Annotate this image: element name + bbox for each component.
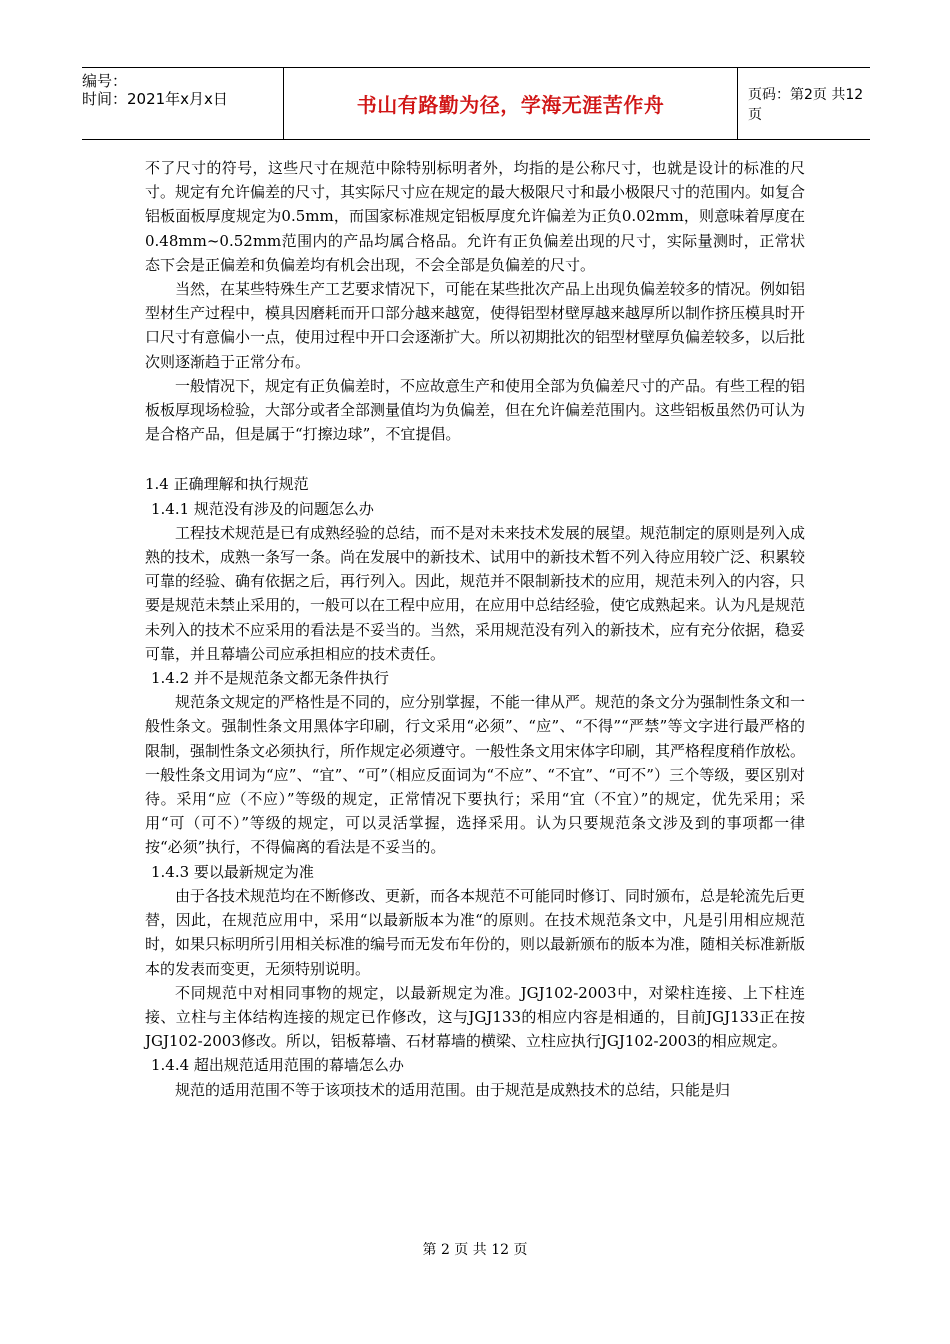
subsection-heading: 1.4.4 超出规范适用范围的幕墙怎么办 xyxy=(151,1056,404,1075)
header-motto: 书山有路勤为径，学海无涯苦作舟 xyxy=(356,93,665,117)
body-paragraph: 一般情况下，规定有正负偏差时，不应故意生产和使用全部为负偏差尺寸的产品。有些工程的铝板板厚现场检验，大部分或者全部测量值均为负偏差，但在允许偏差范围内。这些铝板虽然仍可认为是合格产品，但是属于“打擦边球”，不宜提倡。 xyxy=(145,376,806,444)
body-paragraph: 不了尺寸的符号，这些尺寸在规范中除特别标明者外，均指的是公称尺寸，也就是设计的标准的尺寸。规定有允许偏差的尺寸，其实际尺寸应在规定的最大极限尺寸和最小极限尺寸的范围内。如复合铝板面板厚度规定为0.5mm，而国家标准规定铝板厚度允许偏差为正负0.02mm，则意味着厚度在0.48mm~0.52mm范围内的产品均属合格品。允许有正负偏差出现的尺寸，实际量测时，正常状态下会是正偏差和负偏差均有机会出现，不会全部是负偏差的尺寸。 xyxy=(145,159,806,274)
header-page-info: 页码：第2页 共12页 xyxy=(748,86,864,123)
body-paragraph: 不同规范中对相同事物的规定，以最新规定为准。JGJ102-2003中，对梁柱连接、上下柱连接、立柱与主体结构连接的规定已作修改，这与JGJ133的相应内容是相通的，目前JGJ133正在按JGJ102-2003修改。所以，铝板幕墙、石材幕墙的横梁、立柱应执行JGJ102-2003的相应规定。 xyxy=(145,983,805,1051)
body-paragraph: 由于各技术规范均在不断修改、更新，而各本规范不可能同时修订、同时颁布，总是轮流先后更替，因此，在规范应用中，采用“以最新版本为准“的原则。在技术规范条文中，凡是引用相应规范时，如果只标明所引用相关标准的编号而无发布年份的，则以最新颁布的版本为准，随相关标准新版本的发表而变更，无须特别说明。 xyxy=(145,886,806,978)
body-paragraph: 工程技术规范是已有成熟经验的总结，而不是对未来技术发展的展望。规范制定的原则是列入成熟的技术，成熟一条写一条。尚在发展中的新技术、试用中的新技术暂不列入待应用较广泛、积累较可靠的经验、确有依据之后，再行列入。因此，规范并不限制新技术的应用，规范未列入的内容，只要是规范未禁止采用的，一般可以在工程中应用，在应用中总结经验，使它成熟起来。认为凡是规范未列入的技术不应采用的看法是不妥当的。当然，采用规范没有列入的新技术，应有充分依据，稳妥可靠，并且幕墙公司应承担相应的技术责任。 xyxy=(145,523,806,663)
header-meta xyxy=(82,68,283,139)
body-paragraph: 规范条文规定的严格性是不同的，应分别掌握，不能一律从严。规范的条文分为强制性条文和一般性条文。强制性条文用黑体字印刷，行文采用“必须”、“应”、“不得”“严禁”等文字进行最严格的限制，强制性条文必须执行，所作规定必须遵守。一般性条文用宋体字印刷，其严格程度稍作放松。一般性条文用词为“应”、“宜”、“可”（相应反面词为“不应”、“不宜”、“可不”）三个等级，要区别对待。采用“应（不应）”等级的规定，正常情况下要执行；采用“宜（不宜）”的规定，优先采用；采用“可（可不）”等级的规定，可以灵活掌握，选择采用。认为只要规范条文涉及到的事项都一律按“必须”执行，不得偏离的看法是不妥当的。 xyxy=(145,693,806,857)
body-paragraph: 当然，在某些特殊生产工艺要求情况下，可能在某些批次产品上出现负偏差较多的情况。例如铝型材生产过程中，模具因磨耗而开口部分越来越宽，使得铝型材壁厚越来越厚所以制作挤压模具时开口尺寸有意偏小一点，使用过程中开口会逐渐扩大。所以初期批次的铝型材壁厚负偏差较多，以后批次则逐渐趋于正常分布。 xyxy=(145,280,806,371)
body-paragraph: 规范的适用范围不等于该项技术的适用范围。由于规范是成熟技术的总结，只能是归 xyxy=(175,1080,731,1099)
subsection-heading: 1.4.2 并不是规范条文都无条件执行 xyxy=(151,669,389,688)
section-heading: 1.4 正确理解和执行规范 xyxy=(145,475,309,494)
document-body xyxy=(145,156,805,1102)
subsection-heading: 1.4.1 规范没有涉及的问题怎么办 xyxy=(151,499,374,518)
page-footer: 第 2 页 共 12 页 xyxy=(422,1242,528,1258)
page-header xyxy=(82,67,870,140)
document-time-label: 时间：2021年x月x日 xyxy=(82,90,228,108)
header-motto-cell xyxy=(283,68,738,139)
subsection-heading: 1.4.3 要以最新规定为准 xyxy=(151,862,314,881)
document-number-label: 编号： xyxy=(82,72,128,90)
